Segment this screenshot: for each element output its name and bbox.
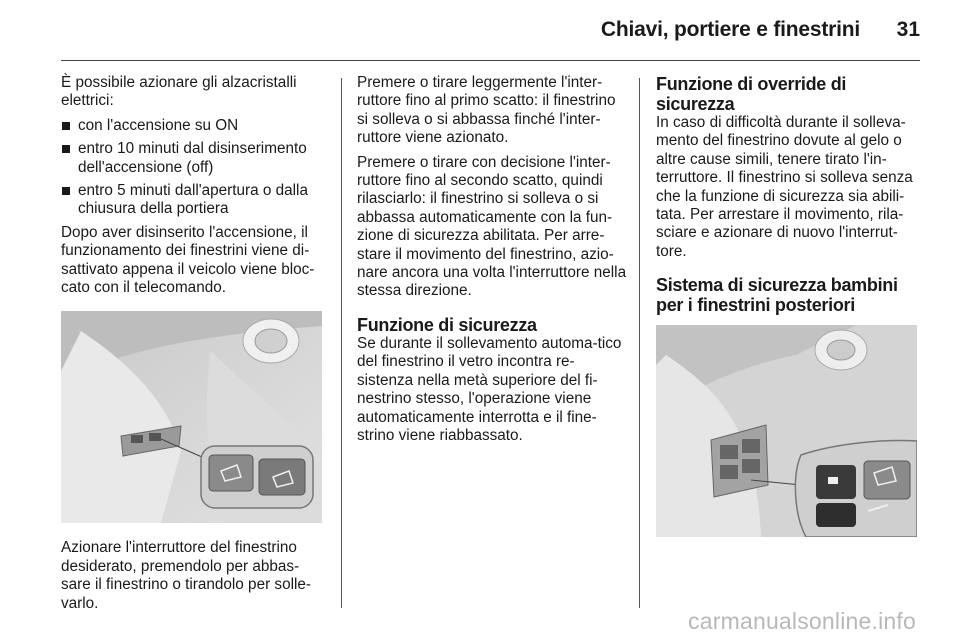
rear-switch-drawing: [656, 325, 917, 537]
column-3: [656, 74, 921, 553]
header-title: Chiavi, portiere e finestrini: [600, 18, 860, 41]
column-divider-2: [639, 78, 640, 608]
section-heading-override: Funzione di override di sicurezza: [656, 74, 847, 114]
list-item: entro 5 minuti dall'apertura o dalla chiusura della portiera: [61, 182, 326, 219]
list-item: entro 10 minuti dal disinserimento dell'accensione (off): [61, 140, 326, 177]
override-paragraph: In caso di difficoltà durante il solleva-mento del finestrino dovute al gelo o altre cause simili, tenere tirato l'in-terruttore. Il finestrino si solleva senza che la funzione di sicurezza sia abili-tata. Per arrestare il movimento, rila-sciare e azionare di nuovo l'interrut-tore.: [656, 114, 913, 260]
second-stop-paragraph: Premere o tirare con decisione l'inter-ruttore fino al secondo scatto, quindi rilasciarlo: il finestrino si solleva o si abbassa automaticamente con la fun-zione di sicurezza abilitata. Per arre-stare il movimento del finestrino, azio-nare ancora una volta l'interruttore nella stessa direzione.: [357, 153, 627, 300]
section-heading-child-lock: Sistema di sicurezza bambini per i finestrini posteriori: [656, 275, 898, 316]
safety-paragraph: Se durante il sollevamento automa-tico del finestrino il vetro incontra re-sistenza nella metà superiore del fi-nestrino stesso, l'operazione viene automaticamente interrotta e il fine-strino viene riabbassato.: [357, 334, 622, 444]
square-bullet-icon: [62, 187, 70, 195]
conditions-list: [61, 117, 326, 219]
page-number: 31: [896, 18, 920, 41]
intro-text: È possibile azionare gli alzacristalli elettrici:: [61, 74, 297, 110]
square-bullet-icon: [62, 122, 70, 130]
column-2: [357, 74, 627, 451]
first-stop-paragraph: Premere o tirare leggermente l'inter-ruttore fino al primo scatto: il finestrino si solleva o si abbassa finché l'inter-ruttore viene azionato.: [357, 74, 616, 147]
list-item: con l'accensione su ON: [61, 117, 326, 135]
door-panel-drawing: [61, 311, 322, 523]
column-divider-1: [341, 78, 342, 608]
square-bullet-icon: [62, 145, 70, 153]
column-1: [61, 74, 326, 619]
child-lock-illustration: [656, 325, 917, 537]
watermark: carmanualsonline.info: [688, 608, 916, 634]
figure-caption: Azionare l'interruttore del finestrino desiderato, premendolo per abbas-sare il finestrino o tirandolo per solle-varlo.: [61, 539, 311, 612]
section-heading-safety: Funzione di sicurezza: [357, 314, 537, 335]
ignition-paragraph: Dopo aver disinserito l'accensione, il funzionamento dei finestrini viene di-sattivato appena il veicolo viene bloc-cato con il telecomando.: [61, 223, 315, 297]
header-divider: [61, 60, 920, 61]
window-switch-illustration: [61, 311, 322, 523]
